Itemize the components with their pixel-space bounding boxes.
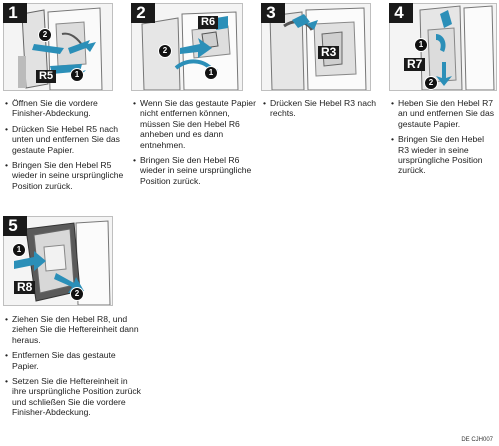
step-number: 4 [389, 3, 409, 23]
step-number: 2 [131, 3, 151, 23]
instruction-item: • Bringen Sie den Hebel R6 wieder in seine ursprüngliche Position zurück. [133, 155, 257, 186]
step-1-instructions [5, 98, 133, 196]
instruction-item: • Setzen Sie die Heftereinheit in ihre ursprüngliche Position zurück und schließen Sie die vordere Finisher-Abdeckung. [5, 376, 141, 418]
step-4-instructions [391, 98, 495, 181]
instruction-item: • Drücken Sie Hebel R5 nach unten und entfernen Sie das gestaute Papier. [5, 124, 133, 155]
instruction-item: • Bringen Sie den Hebel R3 wieder in seine ursprüngliche Position zurück. [391, 134, 495, 176]
callout-badge: 1 [70, 68, 84, 82]
callout-badge: 1 [12, 243, 26, 257]
callout-badge: 1 [414, 38, 428, 52]
callout-badge: 2 [38, 28, 52, 42]
lever-label-r5: R5 [36, 70, 56, 83]
step-2-instructions [133, 98, 257, 191]
callout-badge: 2 [158, 44, 172, 58]
callout-badge: 2 [70, 287, 84, 301]
figure-code: DE CJH007 [461, 437, 493, 443]
step-5-instructions [5, 314, 141, 423]
step-number: 1 [3, 3, 23, 23]
step-3-instructions [263, 98, 385, 124]
instruction-item: • Entfernen Sie das gestaute Papier. [5, 350, 141, 371]
step-2 [131, 3, 256, 223]
callout-badge: 2 [424, 76, 438, 90]
lever-label-r3: R3 [318, 46, 339, 59]
lever-label-r8: R8 [14, 281, 35, 294]
instruction-item: • Drücken Sie Hebel R3 nach rechts. [263, 98, 385, 119]
step-5 [3, 216, 143, 426]
step-1 [3, 3, 123, 203]
lever-label-r7: R7 [404, 58, 425, 71]
instruction-item: • Ziehen Sie den Hebel R8, und ziehen Sie die Heftereinheit dann heraus. [5, 314, 141, 345]
step-4 [389, 3, 497, 203]
callout-badge: 1 [204, 66, 218, 80]
lever-label-r6: R6 [198, 16, 218, 29]
instruction-item: • Öffnen Sie die vordere Finisher-Abdeckung. [5, 98, 133, 119]
step-number: 5 [3, 216, 23, 236]
step-number: 3 [261, 3, 281, 23]
instruction-item: • Wenn Sie das gestaute Papier nicht entfernen können, müssen Sie den Hebel R6 anheben und es dann entnehmen. [133, 98, 257, 150]
step-3 [261, 3, 381, 143]
instruction-item: • Heben Sie den Hebel R7 an und entfernen Sie das gestaute Papier. [391, 98, 495, 129]
instruction-item: • Bringen Sie den Hebel R5 wieder in seine ursprüngliche Position zurück. [5, 160, 133, 191]
